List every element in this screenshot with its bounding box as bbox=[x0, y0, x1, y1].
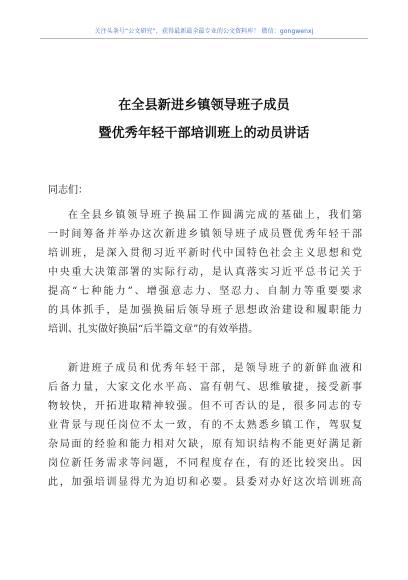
paragraph-line: 培训班，是深入贯彻习近平新时代中国特色社会主义思想和党 bbox=[48, 248, 362, 259]
paragraph-line: 此，加强培训显得尤为迫切和必要。县委对办好这次培训班高 bbox=[48, 477, 362, 488]
paragraph-line: 业背景与现任岗位不太一致，有的不太熟悉乡镇工作，驾驭复 bbox=[48, 420, 362, 431]
document-title-line-2: 暨优秀年轻干部培训班上的动员讲话 bbox=[98, 126, 310, 141]
paragraph-line: 培训、扎实做好换届“后半篇文章”的有效举措。 bbox=[48, 324, 259, 335]
paragraph-2 bbox=[48, 359, 362, 492]
paragraph-line: 提高“七种能力”、增强意志力、坚忍力、自制力等重要要求 bbox=[48, 286, 362, 297]
paragraph-line: 杂局面的经验和能力相对欠缺，原有知识结构不能更好满足新 bbox=[48, 439, 362, 450]
paragraph-line: 岗位新任务需求等问题，不同程度存在，有的还比较突出。因 bbox=[48, 458, 362, 469]
paragraph-line: 中央重大决策部署的实际行动，是认真落实习近平总书记关于 bbox=[48, 267, 362, 278]
paragraph-line: 物较快，开拓进取精神较强。但不可否认的是，很多同志的专 bbox=[48, 401, 362, 412]
paragraph-1 bbox=[48, 206, 362, 339]
paragraph-line: 的具体抓手，是加强换届后领导班子思想政治建设和履职能力 bbox=[48, 305, 362, 316]
paragraph-line: 一时间筹备并举办这次新进乡镇领导班子成员暨优秀年轻干部 bbox=[48, 229, 362, 240]
paragraph-line: 后备力量，大家文化水平高、富有朝气、思维敏捷，接受新事 bbox=[48, 382, 362, 393]
paragraph-line: 在全县乡镇领导班子换届工作圆满完成的基础上，我们第 bbox=[68, 210, 362, 221]
header-divider bbox=[40, 38, 368, 39]
document-title-line-1: 在全县新进乡镇领导班子成员 bbox=[118, 98, 290, 113]
salutation: 同志们： bbox=[48, 185, 88, 196]
header-note: 关注头条号“公文研究”，获得最新最全最专业的公文资料库！ 微信：gongwenxj bbox=[94, 28, 314, 35]
paragraph-line: 新进班子成员和优秀年轻干部，是领导班子的新鲜血液和 bbox=[68, 363, 362, 374]
